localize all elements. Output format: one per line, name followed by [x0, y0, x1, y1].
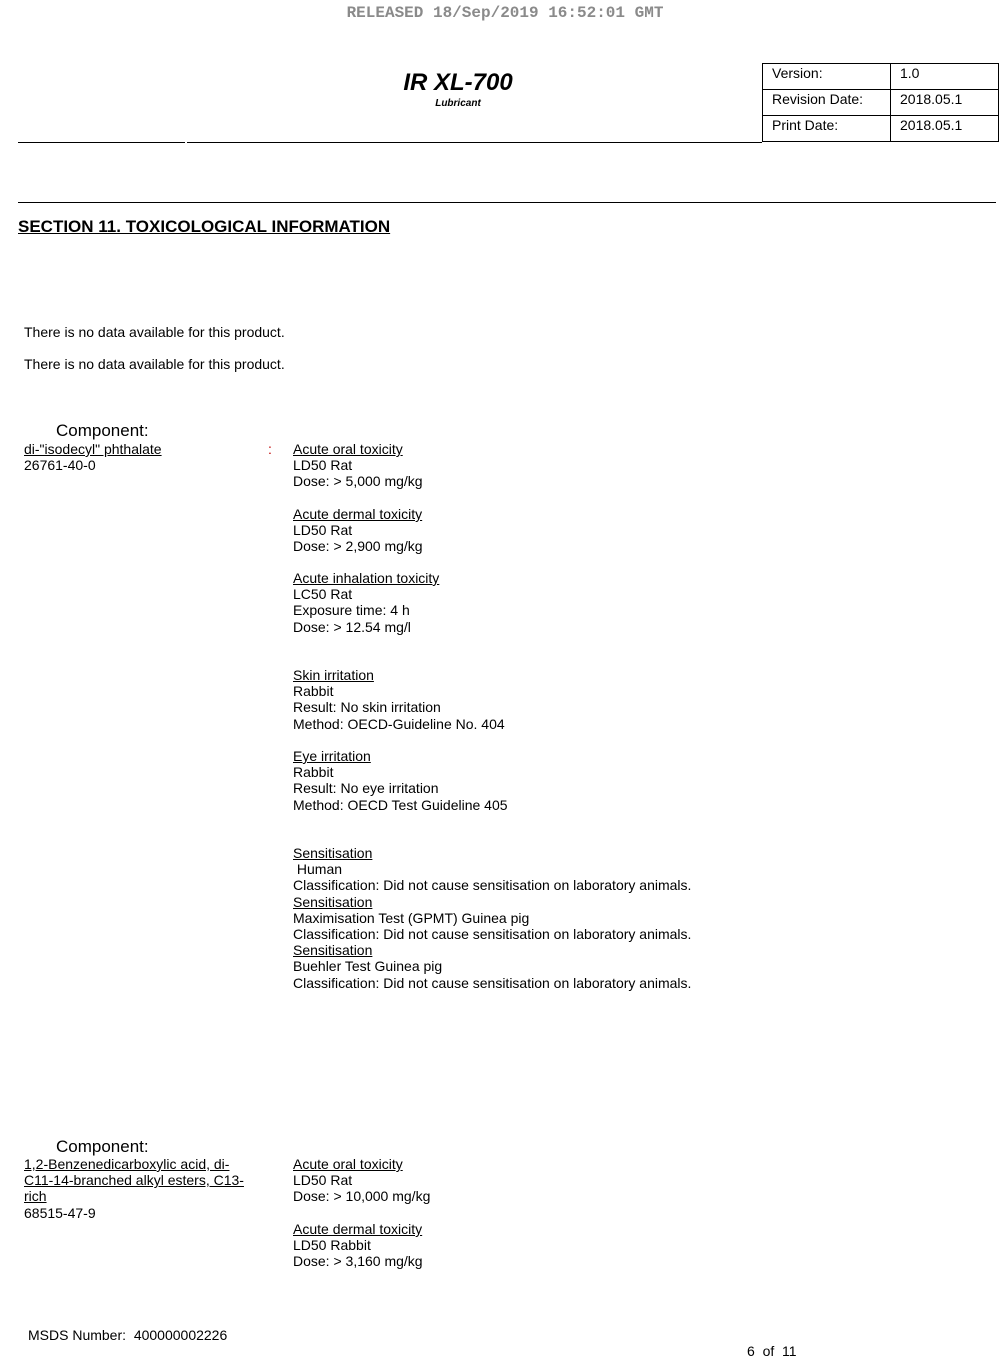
meta-label: Print Date:	[763, 116, 891, 142]
document-meta-table	[762, 63, 999, 142]
eye-irritation-title: Eye irritation	[293, 748, 371, 764]
product-type: Lubricant	[435, 98, 481, 109]
acute-oral-species: LD50 Rat	[293, 1172, 353, 1189]
acute-dermal-dose: Dose: > 3,160 mg/kg	[293, 1253, 423, 1270]
sensitisation-classification: Classification: Did not cause sensitisation on laboratory animals.	[293, 974, 692, 991]
component-name: di-"isodecyl" phthalate	[24, 441, 162, 457]
sensitisation-test: Maximisation Test (GPMT) Guinea pig	[293, 909, 530, 926]
meta-label: Version:	[763, 64, 891, 90]
skin-irritation-method: Method: OECD-Guideline No. 404	[293, 715, 505, 732]
page-total: 11	[782, 1343, 797, 1359]
no-data-text: There is no data available for this product.	[24, 356, 285, 372]
no-data-text: There is no data available for this product.	[24, 324, 285, 340]
acute-dermal-dose: Dose: > 2,900 mg/kg	[293, 538, 423, 555]
meta-value: 2018.05.1	[891, 90, 999, 116]
page-current: 6	[747, 1343, 755, 1359]
meta-row-version	[763, 64, 999, 90]
separator-colon: :	[268, 441, 272, 457]
meta-label: Revision Date:	[763, 90, 891, 116]
acute-dermal-block	[293, 506, 423, 555]
acute-dermal-title: Acute dermal toxicity	[293, 506, 423, 522]
component-name-line: 1,2-Benzenedicarboxylic acid, di-	[24, 1156, 230, 1172]
acute-oral-dose: Dose: > 5,000 mg/kg	[293, 473, 423, 490]
msds-value: 400000002226	[133, 1327, 228, 1343]
eye-irritation-block	[293, 748, 508, 813]
eye-irritation-method: Method: OECD Test Guideline 405	[293, 796, 508, 813]
meta-value: 2018.05.1	[891, 116, 999, 142]
sensitisation-title: Sensitisation	[293, 942, 373, 959]
acute-oral-block	[293, 441, 423, 490]
page-number	[747, 1343, 797, 1359]
sensitisation-title: Sensitisation	[293, 893, 373, 910]
acute-oral-dose: Dose: > 10,000 mg/kg	[293, 1188, 431, 1205]
sensitisation-block	[293, 845, 691, 991]
page-of: of	[762, 1343, 775, 1359]
acute-dermal-title: Acute dermal toxicity	[293, 1221, 423, 1237]
product-name: IR XL-700	[403, 69, 513, 96]
acute-inhalation-title: Acute inhalation toxicity	[293, 570, 440, 586]
skin-irritation-result: Result: No skin irritation	[293, 699, 441, 716]
acute-oral-title: Acute oral toxicity	[293, 441, 403, 457]
acute-inhalation-block	[293, 570, 439, 635]
acute-inhalation-species: LC50 Rat	[293, 586, 353, 603]
skin-irritation-species: Rabbit	[293, 683, 334, 700]
sensitisation-title: Sensitisation	[293, 845, 373, 861]
sensitisation-test: Buehler Test Guinea pig	[293, 958, 443, 975]
sensitisation-test: Human	[293, 861, 343, 878]
acute-dermal-block	[293, 1221, 423, 1270]
meta-row-revision-date	[763, 90, 999, 116]
acute-dermal-species: LD50 Rat	[293, 522, 353, 539]
component-cas: 68515-47-9	[24, 1204, 96, 1221]
component-name-line: rich	[24, 1188, 47, 1205]
header-rule-middle	[187, 142, 762, 143]
meta-value: 1.0	[891, 64, 999, 90]
section-title: SECTION 11. TOXICOLOGICAL INFORMATION	[18, 217, 391, 236]
acute-dermal-species: LD50 Rabbit	[293, 1237, 371, 1254]
release-banner: RELEASED 18/Sep/2019 16:52:01 GMT	[346, 4, 664, 22]
section-divider	[18, 202, 996, 203]
sensitisation-classification: Classification: Did not cause sensitisation on laboratory animals.	[293, 877, 692, 894]
acute-oral-title: Acute oral toxicity	[293, 1156, 403, 1172]
acute-inhalation-dose: Dose: > 12.54 mg/l	[293, 618, 411, 635]
skin-irritation-title: Skin irritation	[293, 667, 374, 683]
component-heading: Component:	[56, 1137, 149, 1156]
component-name-line: C11-14-branched alkyl esters, C13-	[24, 1172, 244, 1189]
msds-label: MSDS Number:	[28, 1327, 127, 1343]
component-heading: Component:	[56, 421, 149, 440]
acute-oral-block	[293, 1156, 430, 1205]
component-cas: 26761-40-0	[24, 457, 96, 473]
skin-irritation-block	[293, 667, 505, 732]
acute-oral-species: LD50 Rat	[293, 457, 353, 474]
eye-irritation-species: Rabbit	[293, 764, 334, 781]
sensitisation-classification: Classification: Did not cause sensitisation on laboratory animals.	[293, 926, 692, 943]
component-2-identity	[24, 1156, 244, 1221]
acute-inhalation-exposure: Exposure time: 4 h	[293, 602, 410, 619]
meta-row-print-date	[763, 116, 999, 142]
msds-number	[28, 1327, 227, 1343]
eye-irritation-result: Result: No eye irritation	[293, 780, 439, 797]
header-rule-left	[18, 142, 185, 143]
